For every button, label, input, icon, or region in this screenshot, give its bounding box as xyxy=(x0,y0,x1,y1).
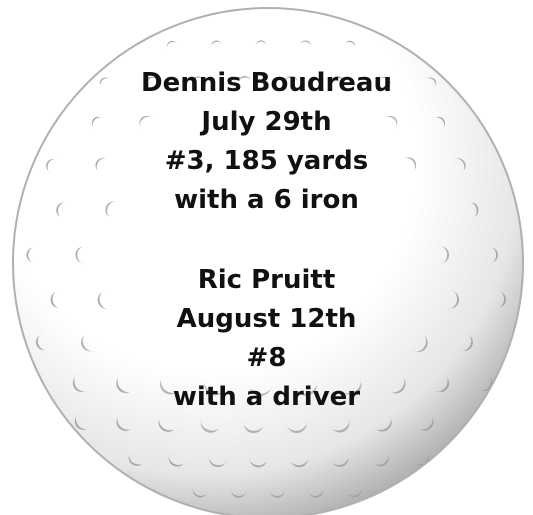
date: August 12th xyxy=(176,304,357,334)
date: July 29th xyxy=(201,107,332,137)
club-info: with a driver xyxy=(172,382,361,412)
golfer-name: Dennis Boudreau xyxy=(141,68,392,98)
hole-in-one-entry-1 xyxy=(0,64,533,220)
club-info: with a 6 iron xyxy=(174,185,359,215)
hole-in-one-entry-2 xyxy=(0,261,533,417)
hole-info: #8 xyxy=(246,343,287,373)
golfer-name: Ric Pruitt xyxy=(197,265,336,295)
hole-info: #3, 185 yards xyxy=(164,146,369,176)
